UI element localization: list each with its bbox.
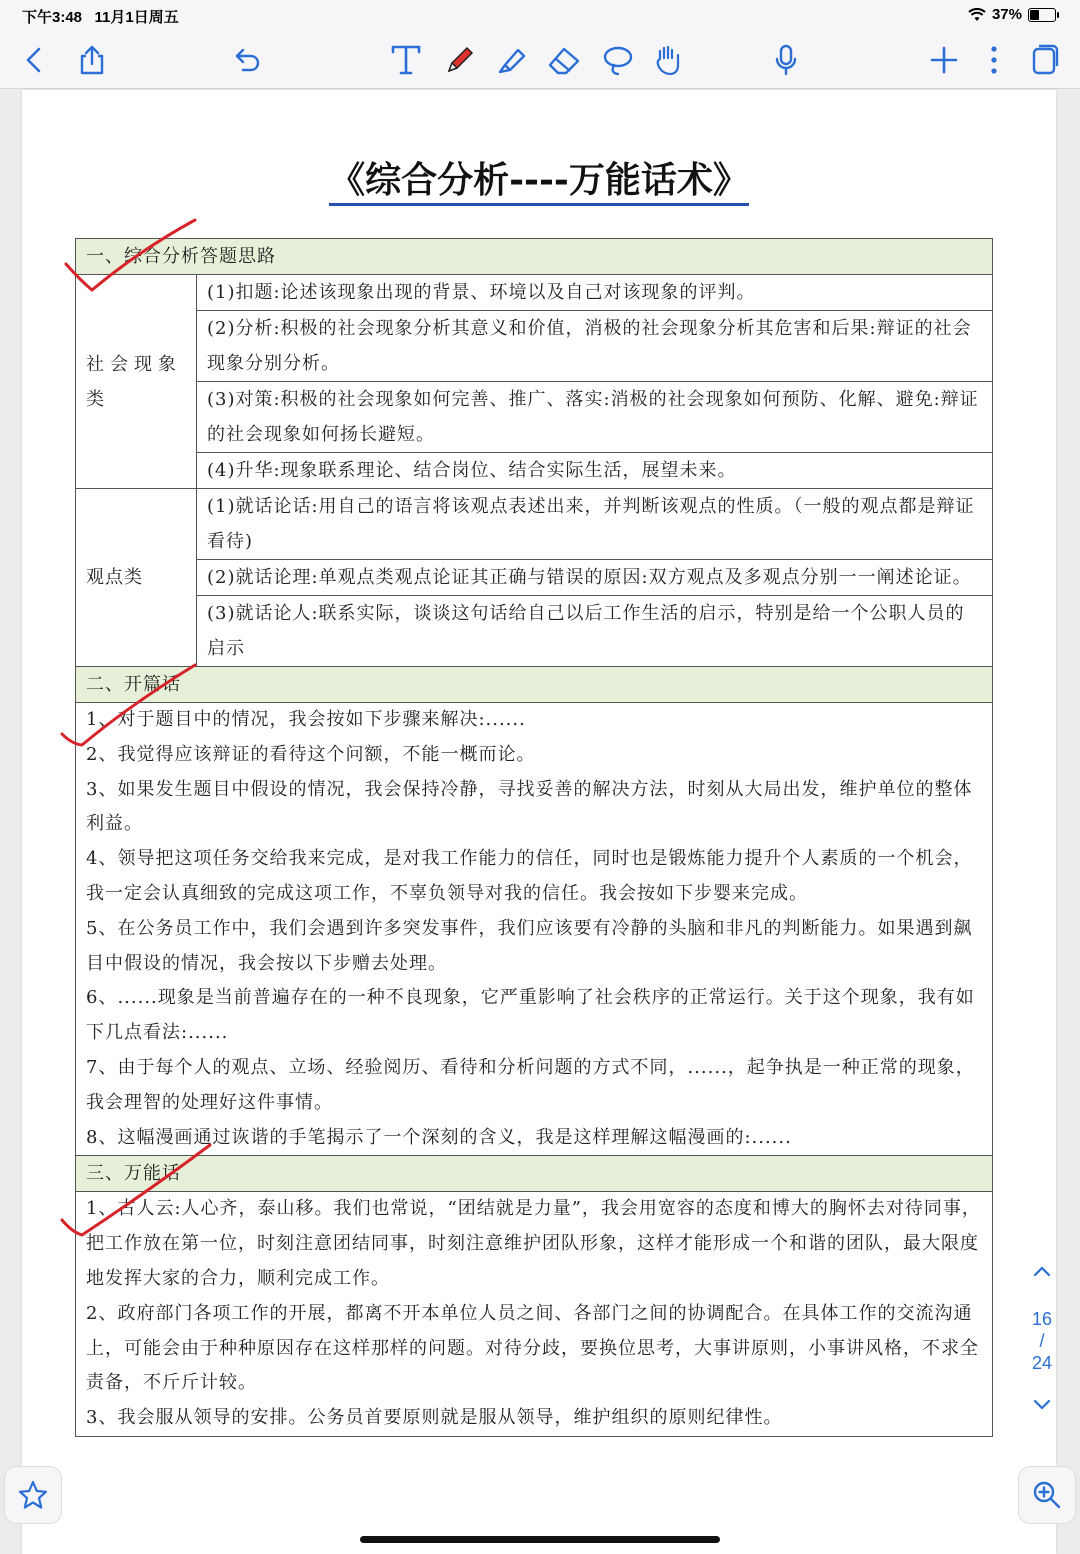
toolbar — [0, 30, 1080, 89]
share-icon[interactable] — [72, 40, 112, 80]
home-indicator — [360, 1536, 720, 1543]
section-2-header: 二、开篇话 — [76, 667, 993, 703]
section-2-header-row — [76, 667, 993, 703]
table-cell: (3)对策:积极的社会现象如何完善、推广、落实:消极的社会现象如何预防、化解、避免:辩证的社会现象如何扬长避短。 — [197, 382, 993, 453]
table-row — [76, 596, 993, 667]
current-page: 16 — [1031, 1309, 1053, 1329]
section-3-header: 三、万能话 — [76, 1156, 993, 1192]
page-indicator — [1014, 1308, 1070, 1374]
table-cell: (2)就话论理:单观点类观点论证其正确与错误的原因:双方观点及多观点分别一一阐述论证。 — [197, 560, 993, 596]
favorite-button[interactable] — [4, 1466, 62, 1524]
status-time — [22, 6, 179, 27]
table-row — [76, 453, 993, 489]
page-separator: / — [1039, 1331, 1045, 1351]
wifi-icon — [968, 8, 986, 22]
category-social-phenomenon: 社会现象类 — [76, 275, 197, 489]
battery-percent: 37% — [991, 6, 1022, 23]
table-cell: (4)升华:现象联系理论、结合岗位、结合实际生活，展望未来。 — [197, 453, 993, 489]
total-pages: 24 — [1031, 1353, 1053, 1373]
eraser-icon[interactable] — [544, 40, 584, 80]
battery-icon — [1028, 8, 1056, 22]
table-cell: (1)扣题:论述该现象出现的背景、环境以及自己对该现象的评判。 — [197, 275, 993, 311]
document-page[interactable] — [22, 90, 1056, 1554]
table-row — [76, 382, 993, 453]
highlighter-icon[interactable] — [492, 40, 532, 80]
section-2-body: 1、对于题目中的情况，我会按如下步骤来解决:...... 2、我觉得应该辩证的看待这个问额，不能一概而论。 3、如果发生题目中假设的情况，我会保持冷静，寻找妥善的解决方法，时刻从大局出发，维护单位的整体利益。 4、领导把这项任务交给我来完成，是对我工作能力的信任，同时也是锻炼能力提升个人素质的一个机会，我一定会认真细致的完成这项工作，不辜负领导对我的信任。我会按如下步婴来完成。 5、在公务员工作中，我们会遇到许多突发事件，我们应该要有冷静的头脑和非凡的判断能力。如果遇到飙目中假设的情况，我会按以下步赠去处理。 6、......现象是当前普遍存在的一种不良现象，它严重影响了社会秩序的正常运行。关于这个现象，我有如下几点看法:...... 7、由于每个人的观点、立场、经验阅历、看待和分析问题的方式不同，......，起争执是一种正常的现象，我会理智的处理好这件事情。 8、这幅漫画通过诙谐的手笔揭示了一个深刻的含义，我是这样理解这幅漫画的:...... — [76, 703, 993, 1156]
date-text: 11月1日周五 — [94, 9, 179, 26]
table-row — [76, 703, 993, 1156]
table-row — [76, 275, 993, 311]
add-icon[interactable] — [924, 40, 964, 80]
more-icon[interactable] — [974, 40, 1014, 80]
page-down-button[interactable] — [1014, 1398, 1070, 1417]
zoom-button[interactable] — [1018, 1466, 1076, 1524]
table-cell: (2)分析:积极的社会现象分析其意义和价值，消极的社会现象分析其危害和后果:辩证的社会现象分别分析。 — [197, 311, 993, 382]
section-1-header-row — [76, 239, 993, 275]
time-text: 下午3:48 — [22, 9, 83, 26]
back-icon[interactable] — [14, 40, 54, 80]
table-row — [76, 560, 993, 596]
category-viewpoint: 观点类 — [76, 489, 197, 667]
section-3-header-row — [76, 1156, 993, 1192]
page-up-button[interactable] — [1014, 1264, 1070, 1283]
content-table — [75, 238, 993, 1437]
pages-icon[interactable] — [1024, 40, 1064, 80]
section-1-header: 一、综合分析答题思路 — [76, 239, 993, 275]
star-icon — [17, 1479, 49, 1511]
table-row — [76, 311, 993, 382]
status-right — [968, 6, 1056, 23]
pen-icon[interactable] — [440, 40, 480, 80]
table-row — [76, 489, 993, 560]
zoom-in-icon — [1031, 1479, 1063, 1511]
undo-icon[interactable] — [228, 40, 268, 80]
table-cell: (3)就话论人:联系实际，谈谈这句话给自己以后工作生活的启示，特别是给一个公职人员的启示 — [197, 596, 993, 667]
lasso-icon[interactable] — [598, 40, 638, 80]
status-bar — [0, 0, 1080, 30]
table-row — [76, 1192, 993, 1437]
mic-icon[interactable] — [766, 40, 806, 80]
hand-icon[interactable] — [648, 40, 688, 80]
document-title: 《综合分析----万能话术》 — [22, 152, 1056, 203]
section-3-body: 1、古人云:人心齐，泰山移。我们也常说，“团结就是力量”，我会用宽容的态度和博大的胸怀去对待同事，把工作放在第一位，时刻注意团结同事，时刻注意维护团队形象，这样才能形成一个和谐的团队，最大限度地发挥大家的合力，顺利完成工作。 2、政府部门各项工作的开展，都离不开本单位人员之间、各部门之间的协调配合。在具体工作的交流沟通上，可能会由于种种原因存在这样那样的问题。对待分歧，要换位思考，大事讲原则，小事讲风格，不求全责备，不斤斤计较。 3、我会服从领导的安排。公务员首要原则就是服从领导，维护组织的原则纪律性。 — [76, 1192, 993, 1437]
table-cell: (1)就话论话:用自己的语言将该观点表述出来，并判断该观点的性质。（一般的观点都是辩证看待) — [197, 489, 993, 560]
text-tool-icon[interactable] — [386, 40, 426, 80]
